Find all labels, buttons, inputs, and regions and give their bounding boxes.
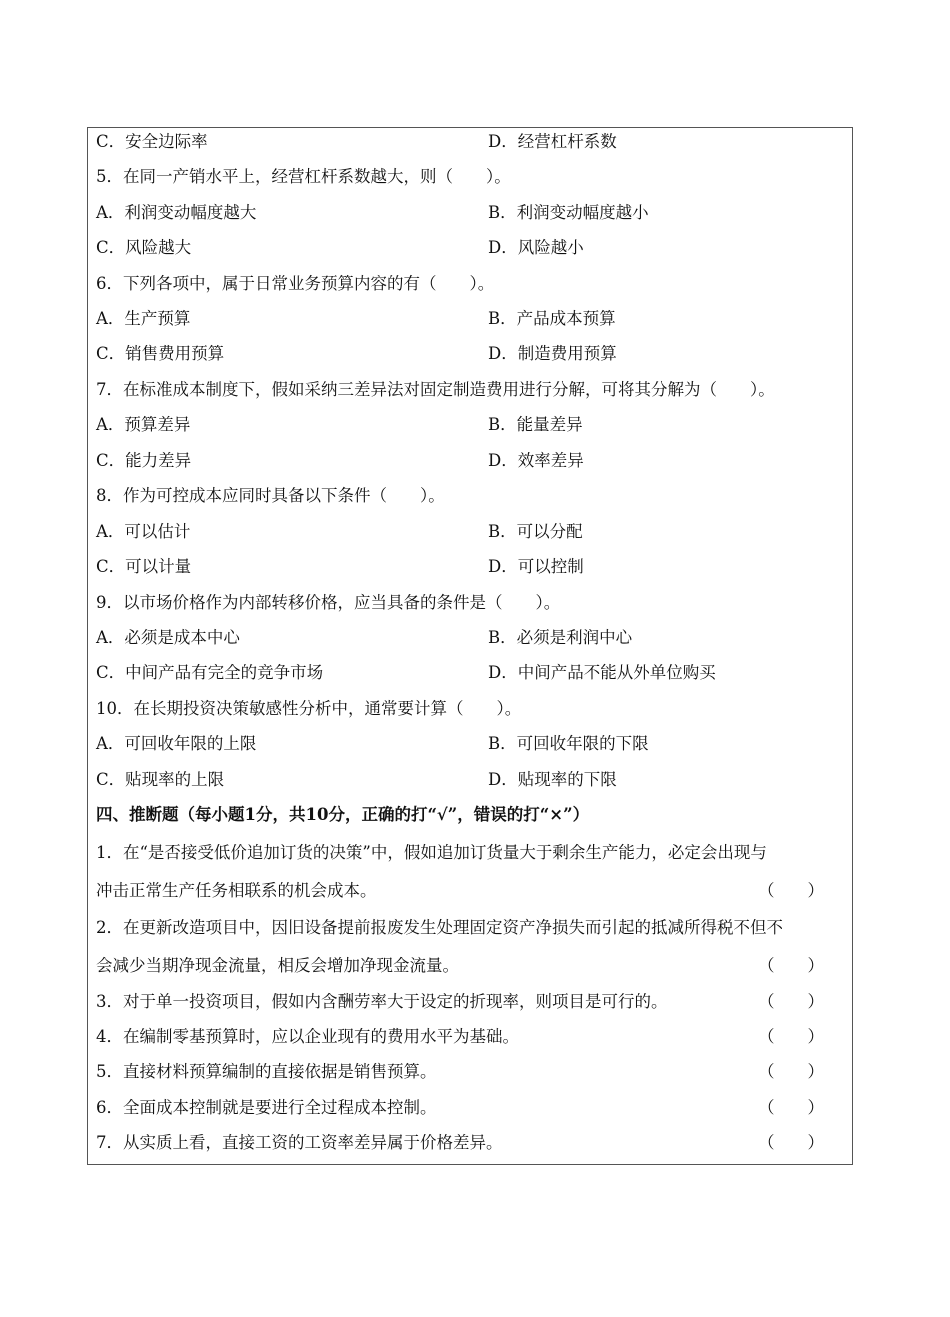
- answer-blank-2: （ ）: [758, 956, 824, 975]
- question-7: 7．在标准成本制度下，假如采纳三差异法对固定制造费用进行分解，可将其分解为（ ）。: [96, 380, 775, 399]
- option-9a: A．必须是成本中心: [96, 628, 240, 647]
- tf-question-5: 5．直接材料预算编制的直接依据是销售预算。: [96, 1062, 437, 1081]
- option-10d: D．贴现率的下限: [488, 770, 617, 789]
- option-7c: C．能力差异: [96, 451, 192, 470]
- question-10: 10．在长期投资决策敏感性分析中，通常要计算（ ）。: [96, 699, 522, 718]
- option-4c: C．安全边际率: [96, 132, 208, 151]
- question-8: 8．作为可控成本应同时具备以下条件（ ）。: [96, 486, 445, 505]
- section-4-heading: 四、推断题（每小题1分，共10分，正确的打“√”，错误的打“×”）: [96, 805, 590, 824]
- tf-question-4: 4．在编制零基预算时，应以企业现有的费用水平为基础。: [96, 1027, 519, 1046]
- tf-question-3: 3．对于单一投资项目，假如内含酬劳率大于设定的折现率，则项目是可行的。: [96, 992, 668, 1011]
- option-7a: A．预算差异: [96, 415, 191, 434]
- question-9: 9．以市场价格作为内部转移价格，应当具备的条件是（ ）。: [96, 593, 561, 612]
- option-6d: D．制造费用预算: [488, 344, 617, 363]
- option-9c: C．中间产品有完全的竞争市场: [96, 663, 324, 682]
- option-9b: B．必须是利润中心: [488, 628, 633, 647]
- question-6: 6．下列各项中，属于日常业务预算内容的有（ ）。: [96, 274, 495, 293]
- option-6c: C．销售费用预算: [96, 344, 225, 363]
- option-6a: A．生产预算: [96, 309, 191, 328]
- option-5a: A．利润变动幅度越大: [96, 203, 257, 222]
- option-10c: C．贴现率的上限: [96, 770, 225, 789]
- option-8c: C．可以计量: [96, 557, 192, 576]
- option-6b: B．产品成本预算: [488, 309, 616, 328]
- option-5c: C．风险越大: [96, 238, 192, 257]
- option-8a: A．可以估计: [96, 522, 191, 541]
- answer-blank-3: （ ）: [758, 992, 824, 1011]
- answer-blank-4: （ ）: [758, 1027, 824, 1046]
- answer-blank-1: （ ）: [758, 881, 824, 900]
- answer-blank-5: （ ）: [758, 1062, 824, 1081]
- option-7b: B．能量差异: [488, 415, 583, 434]
- option-9d: D．中间产品不能从外单位购买: [488, 663, 716, 682]
- tf-question-1-line2: 冲击正常生产任务相联系的机会成本。: [96, 881, 377, 900]
- option-8d: D．可以控制: [488, 557, 584, 576]
- answer-blank-6: （ ）: [758, 1098, 824, 1117]
- option-10a: A．可回收年限的上限: [96, 734, 257, 753]
- option-7d: D．效率差异: [488, 451, 584, 470]
- tf-question-1-line1: 1．在“是否接受低价追加订货的决策”中，假如追加订货量大于剩余生产能力，必定会出现与: [96, 843, 767, 862]
- answer-blank-7: （ ）: [758, 1133, 824, 1152]
- option-10b: B．可回收年限的下限: [488, 734, 649, 753]
- tf-question-6: 6．全面成本控制就是要进行全过程成本控制。: [96, 1098, 437, 1117]
- option-8b: B．可以分配: [488, 522, 583, 541]
- option-5d: D．风险越小: [488, 238, 584, 257]
- tf-question-2-line2: 会减少当期净现金流量，相反会增加净现金流量。: [96, 956, 459, 975]
- option-4d: D．经营杠杆系数: [488, 132, 617, 151]
- question-5: 5．在同一产销水平上，经营杠杆系数越大，则（ ）。: [96, 167, 511, 186]
- tf-question-7: 7．从实质上看，直接工资的工资率差异属于价格差异。: [96, 1133, 503, 1152]
- option-5b: B．利润变动幅度越小: [488, 203, 649, 222]
- tf-question-2-line1: 2．在更新改造项目中，因旧设备提前报废发生处理固定资产净损失而引起的抵减所得税不但不: [96, 918, 783, 937]
